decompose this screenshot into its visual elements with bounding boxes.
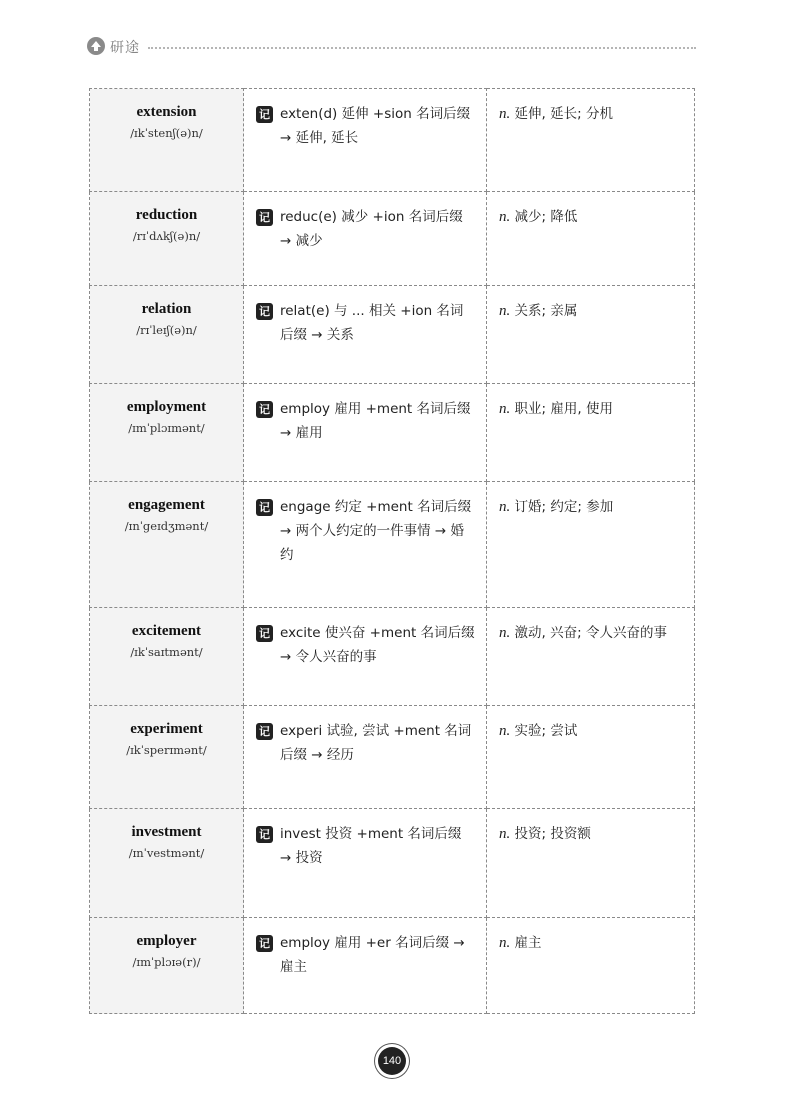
memory-tip: reduc(e) 减少 +ion 名词后缀 → 减少	[280, 209, 463, 249]
meaning: 雇主	[514, 935, 542, 951]
meaning-cell	[487, 809, 695, 918]
memory-note-icon: 记	[256, 935, 273, 952]
word-cell	[90, 608, 244, 706]
meaning-cell	[487, 608, 695, 706]
word-cell	[90, 286, 244, 384]
meaning: 减少; 降低	[514, 209, 578, 225]
meaning-cell	[487, 918, 695, 1014]
memory-cell	[244, 809, 487, 918]
memory-tip: relat(e) 与 ... 相关 +ion 名词后缀 → 关系	[280, 303, 464, 343]
word-cell	[90, 482, 244, 608]
memory-tip: exten(d) 延伸 +sion 名词后缀 → 延伸, 延长	[280, 106, 471, 146]
word-cell	[90, 192, 244, 286]
headword: employment	[126, 399, 207, 415]
memory-cell	[244, 384, 487, 482]
phonetic: /ɪnˈvestmənt/	[128, 846, 205, 860]
meaning: 激动, 兴奋; 令人兴奋的事	[514, 625, 667, 641]
brand-name: 研途	[110, 40, 140, 56]
phonetic: /ɪnˈgeɪdʒmənt/	[124, 519, 209, 533]
meaning: 投资; 投资额	[514, 826, 591, 842]
word-cell	[90, 384, 244, 482]
page-header	[86, 36, 698, 60]
memory-tip: employ 雇用 +er 名词后缀 → 雇主	[280, 935, 465, 975]
memory-cell	[244, 89, 487, 192]
memory-cell	[244, 286, 487, 384]
word-cell	[90, 706, 244, 809]
header-dotted-rule	[148, 47, 696, 49]
meaning-cell	[487, 89, 695, 192]
memory-note-icon: 记	[256, 106, 273, 123]
memory-cell	[244, 608, 487, 706]
vocab-row	[90, 918, 695, 1014]
meaning-cell	[487, 192, 695, 286]
meaning: 延伸, 延长; 分机	[514, 106, 613, 122]
part-of-speech: n.	[499, 723, 511, 739]
headword: investment	[131, 824, 202, 840]
headword: experiment	[130, 721, 203, 737]
vocab-row	[90, 482, 695, 608]
memory-tip: invest 投资 +ment 名词后缀 → 投资	[280, 826, 462, 866]
memory-note-icon: 记	[256, 826, 273, 843]
part-of-speech: n.	[499, 625, 511, 641]
vocab-row	[90, 89, 695, 192]
phonetic: /ɪkˈsperɪmənt/	[126, 743, 207, 757]
headword: employer	[136, 933, 197, 949]
memory-tip: experi 试验, 尝试 +ment 名词后缀 → 经历	[280, 723, 472, 763]
memory-cell	[244, 192, 487, 286]
vocab-row	[90, 286, 695, 384]
headword: extension	[136, 104, 197, 120]
memory-cell	[244, 482, 487, 608]
meaning: 职业; 雇用, 使用	[514, 401, 613, 417]
meaning-cell	[487, 706, 695, 809]
phonetic: /rɪˈdʌkʃ(ə)n/	[132, 229, 201, 243]
vocabulary-table	[89, 88, 695, 1014]
meaning: 订婚; 约定; 参加	[514, 499, 614, 515]
part-of-speech: n.	[499, 303, 511, 319]
memory-cell	[244, 706, 487, 809]
part-of-speech: n.	[499, 499, 511, 515]
memory-note-icon: 记	[256, 723, 273, 740]
vocab-row	[90, 384, 695, 482]
word-cell	[90, 918, 244, 1014]
memory-tip: employ 雇用 +ment 名词后缀 → 雇用	[280, 401, 471, 441]
memory-cell	[244, 918, 487, 1014]
phonetic: /ɪkˈstenʃ(ə)n/	[130, 126, 203, 140]
phonetic: /ɪmˈplɔɪə(r)/	[132, 955, 201, 969]
vocab-row	[90, 706, 695, 809]
part-of-speech: n.	[499, 826, 511, 842]
headword: reduction	[135, 207, 198, 223]
memory-note-icon: 记	[256, 499, 273, 516]
part-of-speech: n.	[499, 209, 511, 225]
phonetic: /ɪkˈsaɪtmənt/	[130, 645, 203, 659]
headword: relation	[141, 301, 192, 317]
phonetic: /rɪˈleɪʃ(ə)n/	[136, 323, 197, 337]
vocab-row	[90, 809, 695, 918]
meaning-cell	[487, 384, 695, 482]
memory-note-icon: 记	[256, 303, 273, 320]
part-of-speech: n.	[499, 106, 511, 122]
meaning: 关系; 亲属	[514, 303, 578, 319]
memory-tip: excite 使兴奋 +ment 名词后缀 → 令人兴奋的事	[280, 625, 475, 665]
memory-note-icon: 记	[256, 209, 273, 226]
word-cell	[90, 89, 244, 192]
meaning-cell	[487, 286, 695, 384]
part-of-speech: n.	[499, 935, 511, 951]
meaning-cell	[487, 482, 695, 608]
headword: excitement	[131, 623, 202, 639]
memory-note-icon: 记	[256, 625, 273, 642]
page-number: 140	[378, 1047, 406, 1075]
headword: engagement	[128, 497, 205, 513]
phonetic: /ɪmˈplɔɪmənt/	[128, 421, 205, 435]
vocab-row	[90, 192, 695, 286]
word-cell	[90, 809, 244, 918]
vocab-row	[90, 608, 695, 706]
memory-note-icon: 记	[256, 401, 273, 418]
brand-logo-icon	[86, 36, 106, 56]
meaning: 实验; 尝试	[514, 723, 578, 739]
memory-tip: engage 约定 +ment 名词后缀 → 两个人约定的一件事情 → 婚约	[280, 499, 472, 563]
part-of-speech: n.	[499, 401, 511, 417]
